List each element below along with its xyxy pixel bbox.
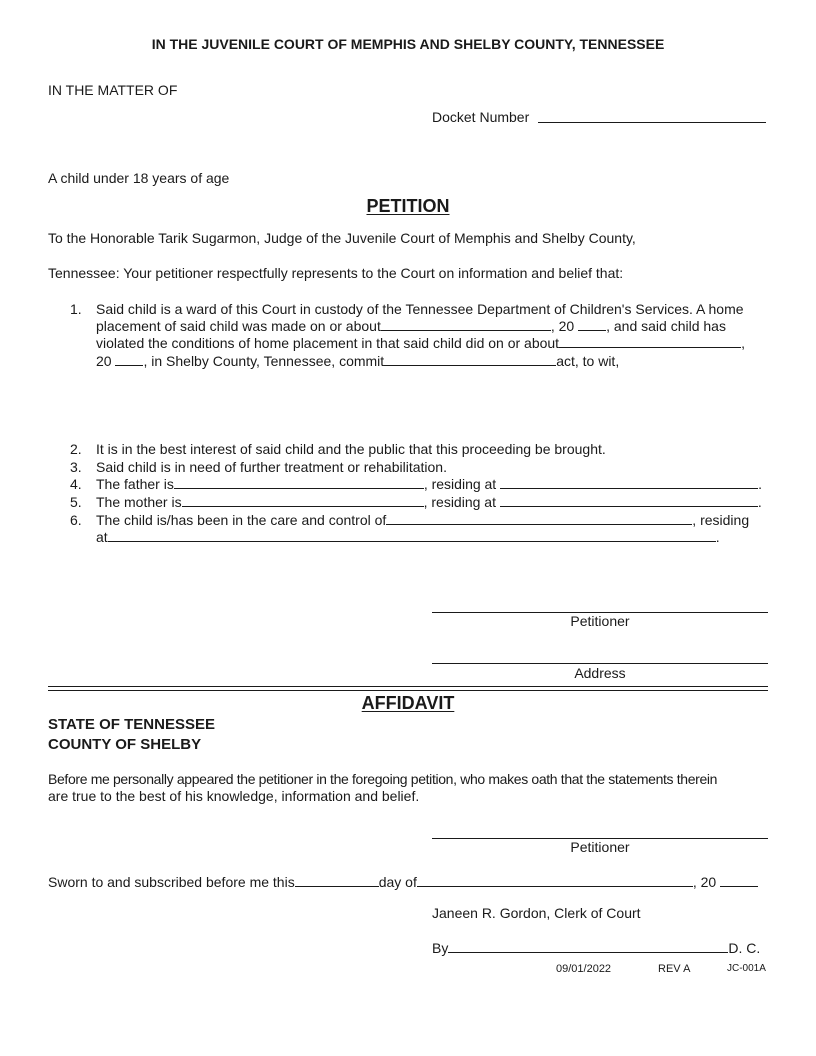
item-6-text-b: , residing [692, 512, 750, 528]
item-1-line-4a: 20 [96, 353, 112, 369]
item-3-number: 3. [70, 459, 82, 475]
placement-date-field[interactable] [381, 318, 551, 331]
placement-year-field[interactable] [578, 318, 606, 331]
item-1-line-3 [96, 335, 745, 351]
address-line[interactable] [432, 663, 768, 664]
caretaker-name-field[interactable] [386, 512, 692, 525]
item-1-line-2c: , and said child has [606, 318, 726, 334]
in-matter-of: IN THE MATTER OF [48, 82, 178, 98]
item-5-text-b: , residing at [423, 494, 496, 510]
item-5-text-a: The mother is [96, 494, 182, 510]
oath-line-1: Before me personally appeared the petitioner in the foregoing petition, who makes oath that the statements therein [48, 771, 718, 787]
item-6 [70, 512, 749, 528]
petitioner-label: Petitioner [570, 613, 630, 629]
item-1-line-2a: placement of said child was made on or about [96, 318, 381, 334]
item-1-line-3b: , [741, 335, 745, 351]
item-1-number: 1. [70, 301, 82, 317]
item-4 [70, 476, 762, 492]
by-line [432, 940, 760, 956]
item-4-number: 4. [70, 476, 82, 492]
father-name-field[interactable] [174, 476, 424, 489]
mother-name-field[interactable] [182, 494, 424, 507]
section-divider-bottom [48, 690, 768, 691]
violation-year-field[interactable] [115, 353, 143, 366]
item-6-end: . [715, 529, 720, 545]
county-label: COUNTY OF SHELBY [48, 736, 202, 753]
sworn-year-field[interactable] [720, 874, 758, 887]
address-label: Address [574, 665, 626, 681]
item-1 [70, 301, 744, 317]
item-4-text-a: The father is [96, 476, 174, 492]
clerk-name: Janeen R. Gordon, Clerk of Court [432, 905, 641, 921]
item-1-line-4b: , in Shelby County, Tennessee, commit [143, 353, 385, 369]
caretaker-address-field[interactable] [108, 529, 716, 542]
court-title: IN THE JUVENILE COURT OF MEMPHIS AND SHELBY COUNTY, TENNESSEE [151, 36, 665, 52]
item-1-line-3a: violated the conditions of home placement in that said child did on or about [96, 335, 560, 351]
state-label: STATE OF TENNESSEE [48, 716, 215, 733]
item-1-line-2 [96, 318, 726, 334]
deputy-clerk-signature-field[interactable] [448, 940, 728, 953]
item-6-line-2a: at [96, 529, 108, 545]
docket-label: Docket Number [432, 109, 530, 125]
item-2-text: It is in the best interest of said child and the public that this proceeding be brought. [96, 441, 606, 457]
affidavit-heading: AFFIDAVIT [361, 693, 455, 713]
sworn-text-c: , 20 [692, 874, 717, 890]
father-address-field[interactable] [500, 476, 758, 489]
sworn-month-field[interactable] [417, 874, 693, 887]
footer-date: 09/01/2022 [556, 963, 612, 975]
petition-salutation: To the Honorable Tarik Sugarmon, Judge of the Juvenile Court of Memphis and Shelby County, [48, 230, 636, 246]
item-2 [70, 441, 606, 457]
item-5-end: . [757, 494, 762, 510]
sworn-line [48, 874, 758, 890]
item-1-line-4 [96, 353, 619, 369]
item-5 [70, 494, 762, 510]
item-3 [70, 459, 447, 475]
item-3-text: Said child is in need of further treatment or rehabilitation. [96, 459, 447, 475]
item-6-text-a: The child is/has been in the care and control of [96, 512, 387, 528]
item-4-text-b: , residing at [423, 476, 497, 492]
item-4-end: . [758, 476, 762, 492]
sworn-day-field[interactable] [295, 874, 379, 887]
mother-address-field[interactable] [500, 494, 758, 507]
dc-label: D. C. [728, 940, 761, 956]
docket-number-field[interactable] [538, 122, 766, 123]
child-age: A child under 18 years of age [48, 170, 230, 186]
petition-intro: Tennessee: Your petitioner respectfully represents to the Court on information and belief that: [48, 265, 624, 281]
footer-rev: REV A [658, 963, 691, 975]
by-label: By [432, 940, 449, 956]
item-5-number: 5. [70, 494, 82, 510]
section-divider-top [48, 686, 768, 687]
item-6-number: 6. [70, 512, 82, 528]
petition-heading: PETITION [366, 196, 450, 216]
act-field[interactable] [384, 353, 556, 366]
footer-form-id: JC-001A [727, 963, 766, 974]
sworn-text-b: day of [378, 874, 417, 890]
violation-date-field[interactable] [559, 335, 741, 348]
item-1-line-1: Said child is a ward of this Court in custody of the Tennessee Department of Children's Services. A home [96, 301, 744, 317]
affidavit-petitioner-label: Petitioner [570, 839, 630, 855]
item-6-line-2 [96, 529, 720, 545]
item-1-line-4c: act, to wit, [556, 353, 620, 369]
sworn-text-a: Sworn to and subscribed before me this [48, 874, 295, 890]
oath-line-2: are true to the best of his knowledge, information and belief. [48, 788, 420, 804]
item-1-line-2b: , 20 [550, 318, 575, 334]
item-2-number: 2. [70, 441, 82, 457]
